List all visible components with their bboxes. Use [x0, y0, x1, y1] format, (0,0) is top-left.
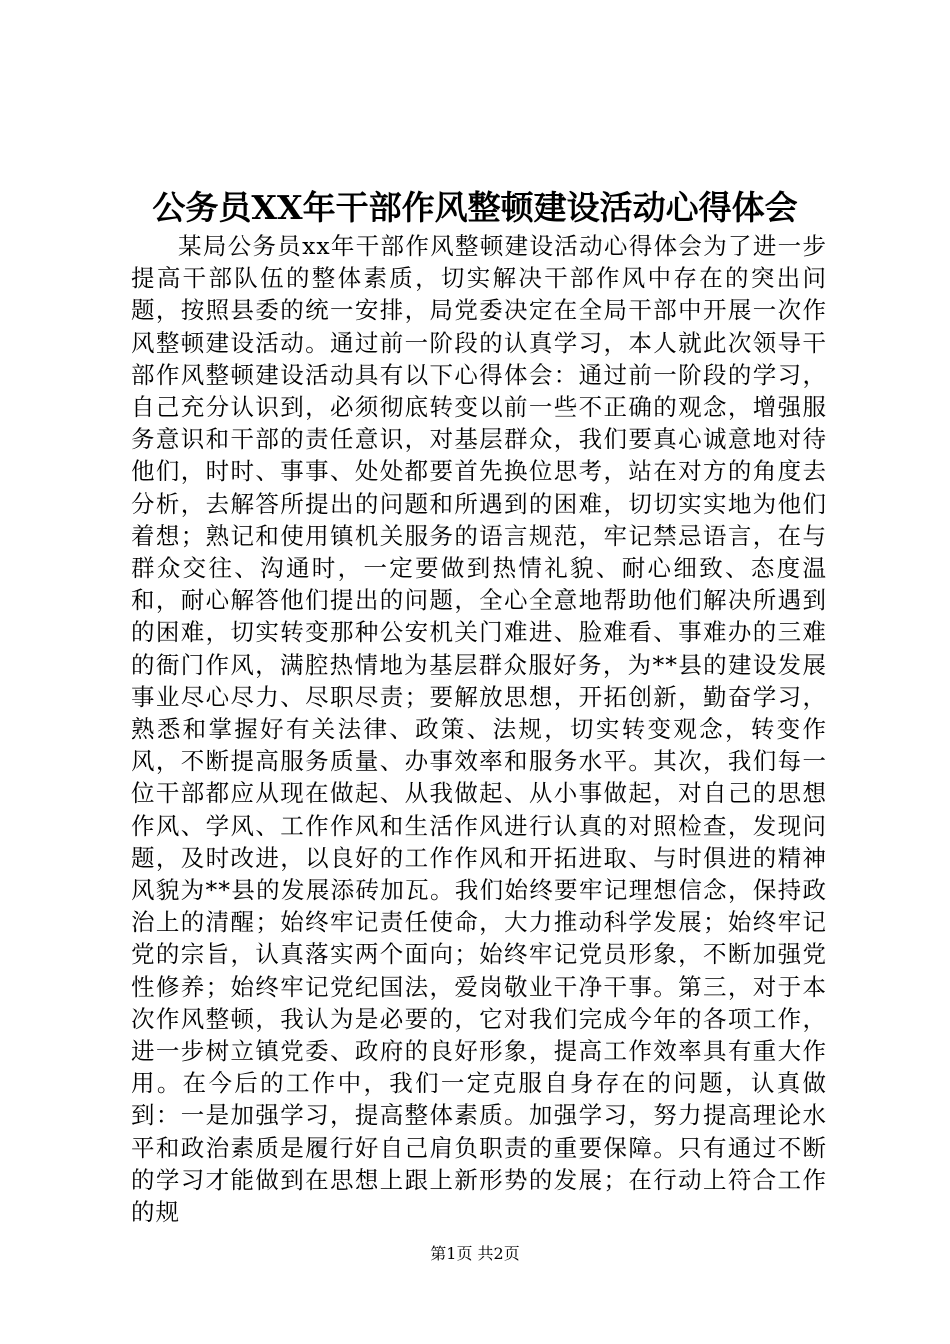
document-title: 公务员XX年干部作风整顿建设活动心得体会	[152, 188, 798, 227]
page-number-footer: 第1页 共2页	[430, 1244, 520, 1263]
document-body-paragraph: 某局公务员xx年干部作风整顿建设活动心得体会为了进一步提高干部队伍的整体素质，切实解决干部作风中存在的突出问题，按照县委的统一安排，局党委决定在全局干部中开展一次作风整顿建设活动。通过前一阶段的认真学习，本人就此次领导干部作风整顿建设活动具有以下心得体会：通过前一阶段的学习，自己充分认识到，必须彻底转变以前一些不正确的观念，增强服务意识和干部的责任意识，对基层群众，我们要真心诚意地对待他们，时时、事事、处处都要首先换位思考，站在对方的角度去分析，去解答所提出的问题和所遇到的困难，切切实实地为他们着想；熟记和使用镇机关服务的语言规范，牢记禁忌语言，在与群众交往、沟通时，一定要做到热情礼貌、耐心细致、态度温和，耐心解答他们提出的问题，全心全意地帮助他们解决所遇到的困难，切实转变那种公安机关门难进、脸难看、事难办的三难的衙门作风，满腔热情地为基层群众服好务，为**县的建设发展事业尽心尽力、尽职尽责；要解放思想，开拓创新，勤奋学习，熟悉和掌握好有关法律、政策、法规，切实转变观念，转变作风，不断提高服务质量、办事效率和服务水平。其次，我们每一位干部都应从现在做起、从我做起、从小事做起，对自己的思想作风、学风、工作作风和生活作风进行认真的对照检查，发现问题，及时改进，以良好的工作作风和开拓进取、与时俱进的精神风貌为**县的发展添砖加瓦。我们始终要牢记理想信念，保持政治上的清醒；始终牢记责任使命，大力推动科学发展；始终牢记党的宗旨，认真落实两个面向；始终牢记党员形象，不断加强党性修养；始终牢记党纪国法，爱岗敬业干净干事。第三，对于本次作风整顿，我认为是必要的，它对我们完成今年的各项工作，进一步树立镇党委、政府的良好形象，提高工作效率具有重大作用。在今后的工作中，我们一定克服自身存在的问题，认真做到：一是加强学习，提高整体素质。加强学习，努力提高理论水平和政治素质是履行好自己肩负职责的重要保障。只有通过不断的学习才能做到在思想上跟上新形势的发展；在行动上符合工作的规	[131, 232, 827, 1227]
